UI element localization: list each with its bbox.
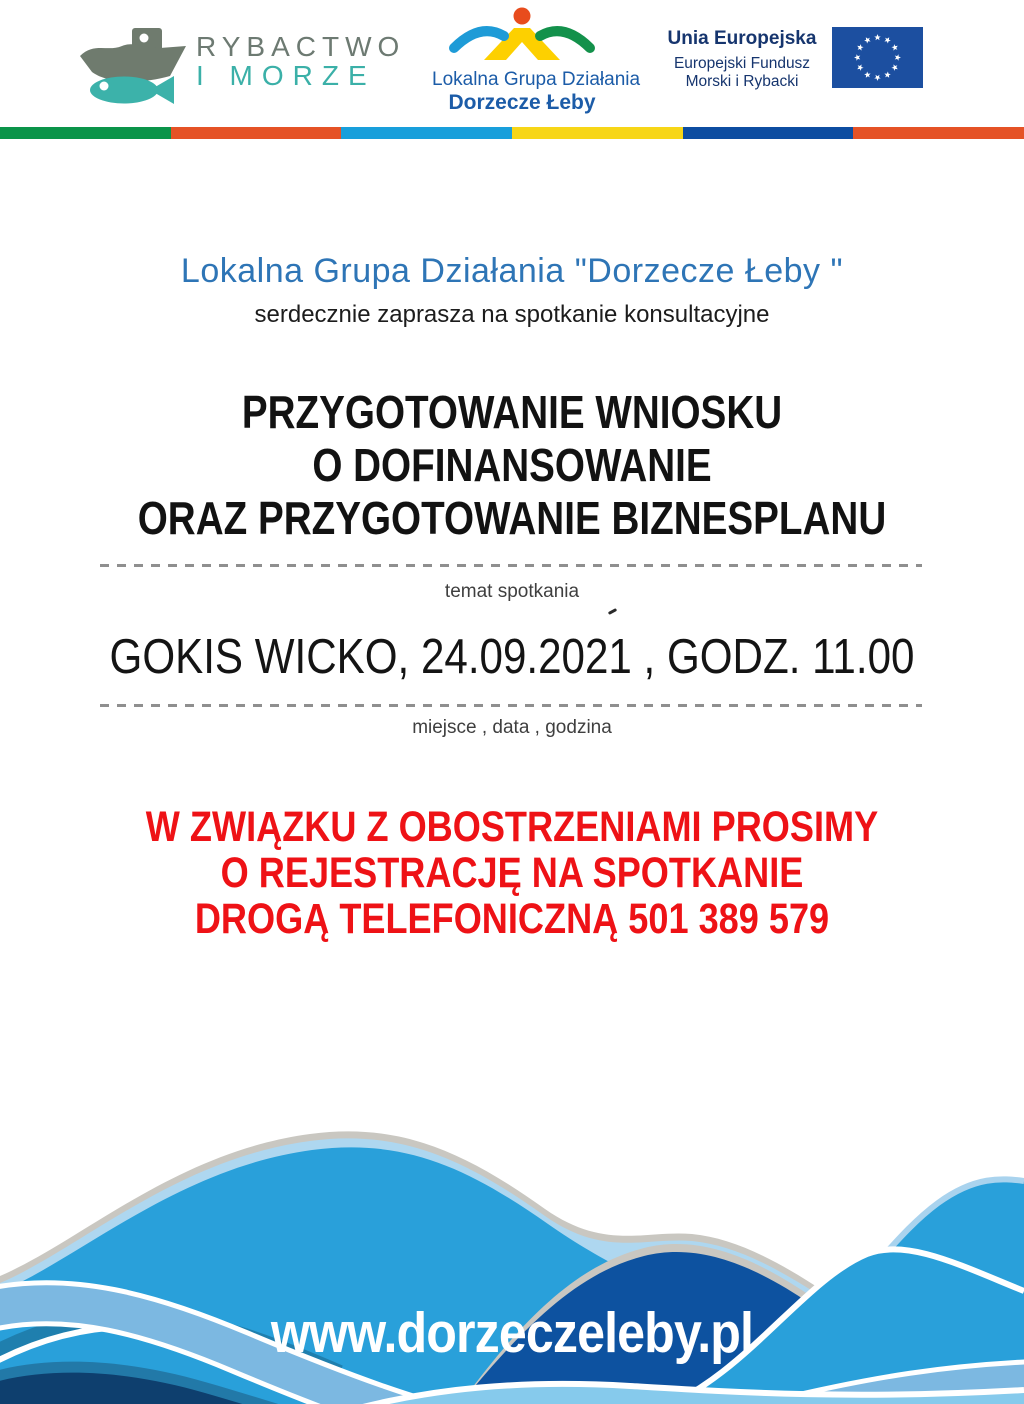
stripe-segment-green — [0, 127, 171, 139]
color-stripe — [0, 127, 1024, 139]
organization-title: Lokalna Grupa Działania "Dorzecze Łeby " — [180, 252, 844, 290]
website-url-text: www.dorzeczeleby.pl — [270, 1301, 754, 1365]
stripe-segment-orange — [171, 127, 342, 139]
notice-line-1: W ZWIĄZKU Z OBOSTRZENIAMI PROSIMY — [145, 803, 879, 851]
eu-logo-line2: Europejski Fundusz — [673, 55, 811, 72]
notice-line-2: O REJESTRACJĘ NA SPOTKANIE — [220, 849, 804, 897]
stripe-segment-lightblue — [341, 127, 512, 139]
eu-logo-line1: Unia Europejska — [667, 28, 817, 49]
topic-line-2: O DOFINANSOWANIE — [312, 439, 712, 491]
stripe-segment-navy — [683, 127, 854, 139]
lgd-dorzecze-leby-logo — [432, 4, 641, 115]
lgd-logo-line1: Lokalna Grupa Działania — [432, 69, 641, 90]
stripe-segment-orange2 — [853, 127, 1024, 139]
meeting-topic-heading — [0, 386, 1024, 545]
topic-line-1: PRZYGOTOWANIE WNIOSKU — [241, 386, 783, 438]
notice-line-3: DROGĄ TELEFONICZNĄ 501 389 579 — [194, 895, 830, 943]
eu-flag-icon — [832, 27, 923, 88]
topic-line-3: ORAZ PRZYGOTOWANIE BIZNESPLANU — [137, 492, 887, 544]
eu-logo-text — [652, 28, 832, 91]
lgd-figure-icon — [432, 4, 612, 62]
dashed-divider-bottom — [100, 704, 922, 707]
stray-mark — [608, 608, 617, 615]
rybactwo-i-morze-logo — [80, 24, 406, 104]
eu-logo-line3: Morski i Rybacki — [685, 72, 799, 90]
lgd-logo-line2: Dorzecze Łeby — [448, 91, 596, 114]
rybactwo-logo-line2: I MORZE — [196, 60, 376, 92]
boat-fish-icon — [80, 26, 190, 106]
registration-notice — [0, 804, 1024, 942]
website-url — [0, 1300, 1024, 1366]
meeting-caption: miejsce , data , godzina — [412, 717, 612, 738]
meeting-details-line: GOKIS WICKO, 24.09.2021 , GODZ. 11.00 — [109, 630, 915, 684]
topic-caption: temat spotkania — [444, 581, 580, 602]
stripe-segment-yellow — [512, 127, 683, 139]
invitation-line: serdecznie zaprasza na spotkanie konsultacyjne — [254, 301, 770, 328]
meeting-details — [0, 629, 1024, 685]
rybactwo-logo-line1: RYBACTWO — [196, 31, 406, 62]
dashed-divider-top — [100, 564, 922, 567]
